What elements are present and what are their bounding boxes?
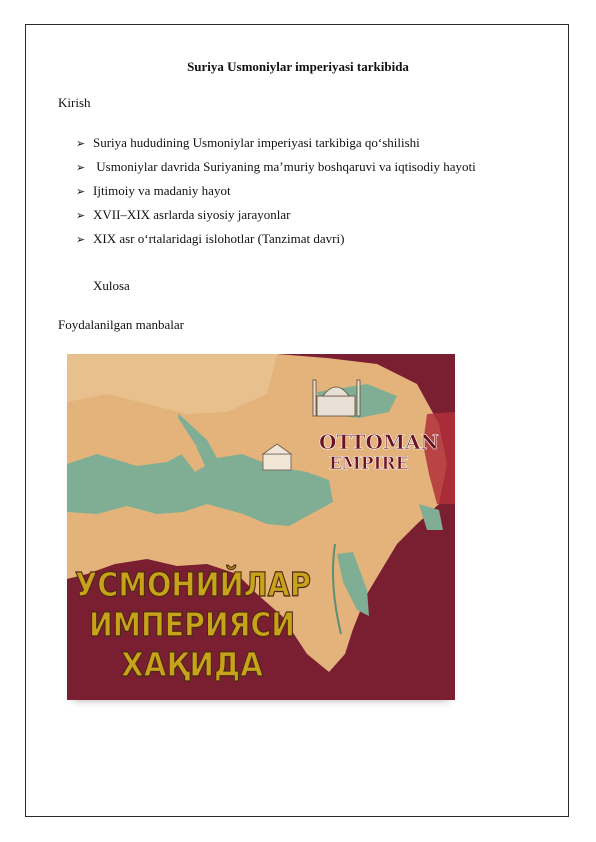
list-item [76, 179, 476, 203]
list-item-label: Ijtimoiy va madaniy hayot [93, 183, 231, 198]
arrow-bullet-icon: ➢ [76, 136, 86, 150]
cyrillic-heading-line2: ИМПЕРИЯСИ [89, 605, 295, 644]
sources-label: Foydalanilgan manbalar [58, 317, 184, 332]
arrow-bullet-icon: ➢ [76, 184, 86, 198]
list-item-label: XIX asr o‘rtalaridagi islohotlar (Tanzimat davri) [93, 231, 345, 246]
cyrillic-heading-line3: ХАҚИДА [121, 645, 264, 684]
list-item [76, 155, 476, 179]
list-item-label: Usmoniylar davrida Suriyaning ma’muriy boshqaruvi va iqtisodiy hayoti [93, 159, 476, 174]
arrow-bullet-icon: ➢ [76, 208, 86, 222]
list-item [76, 131, 476, 155]
page-title: Suriya Usmoniylar imperiyasi tarkibida [187, 59, 409, 74]
arrow-bullet-icon: ➢ [76, 160, 86, 174]
list-item-label: Suriya hududining Usmoniylar imperiyasi tarkibiga qo‘shilishi [93, 135, 420, 150]
ottoman-heading-line1: OTTOMAN [319, 430, 439, 454]
intro-label: Kirish [58, 95, 91, 110]
arrow-bullet-icon: ➢ [76, 232, 86, 246]
cyrillic-heading-line1: УСМОНИЙЛАР [75, 565, 346, 604]
conclusion-label: Xulosa [93, 278, 130, 293]
section-list [76, 131, 476, 251]
list-item [76, 203, 476, 227]
list-item-label: XVII–XIX asrlarda siyosiy jarayonlar [93, 207, 291, 222]
ottoman-heading-line2: EMPIRE [329, 454, 409, 474]
list-item [76, 227, 476, 251]
ottoman-empire-map-image [67, 354, 455, 700]
